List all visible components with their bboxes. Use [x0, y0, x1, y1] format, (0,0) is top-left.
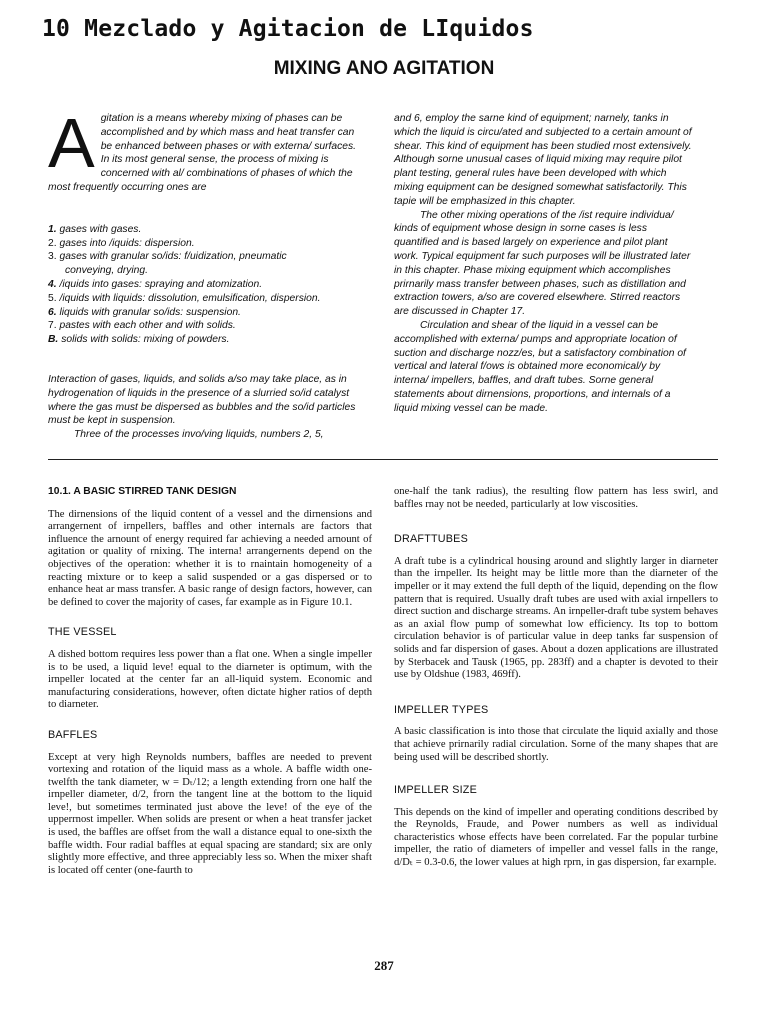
body-paragraph: one-half the tank radius), the resulting flow pattern has less swirl, and baffles rnay not be needed, particularly at low viscosities. [394, 486, 718, 510]
list-item [48, 292, 356, 306]
list-item [48, 333, 356, 347]
body-paragraph: Except at very high Reynolds numbers, baffles are needed to prevent vortexing and rotation of the liquid mass as a whole. A baffle width one-twelfth the tank diameter, w = Dₜ/12; a length extending frorn one half the irnpeller diameter, d/2, frorn the tangent line at the bottom to the liquid leve!, but sometimes terminated just above the leve! of the eye of the upperrnost impeller. When solids are present or when a heat transfer jacket is used, the baffles are offset from the wall a distance equal to one-sixth the baffle width. Four radial baffles at equal spacing are standard; six are only slightly more effective, and three appreciably less so. When the mixer shaft is located off center (one-faurth to [48, 751, 372, 876]
intro-right-paragraph: The other mixing operations of the /ist require individua/ kinds of equipment whose design in sorne cases is less quantified and is based largely on experience and pilot plant work. Typical equipment far such purposes will be illustrated later in this chapter. Phase mixing equipment which accomplishes prirnarily mass transfer between phases, such as distillation and extraction towers, a/so are covered elsewhere. Stirred reactors are discussed in Chapter 17. [394, 209, 691, 318]
list-number: 3. [48, 251, 57, 263]
list-text: gases into /iquids: dispersion. [59, 237, 195, 249]
list-item [48, 250, 356, 278]
subsection-heading-baffles: BAFFLES [48, 728, 98, 741]
list-number: 5. [48, 292, 57, 304]
subsection-heading-impeller-types: IMPELLER TYPES [394, 703, 489, 716]
intro-opening-paragraph [48, 104, 356, 195]
subsection-heading-draft-tubes: DRAFTTUBES [394, 533, 468, 546]
subsection-heading-impeller-size: IMPELLER SIZE [394, 784, 478, 797]
list-item [48, 223, 356, 237]
list-number: 7. [48, 320, 57, 332]
list-text: solids with solids: mixing of powders. [61, 334, 230, 346]
list-text: /iquids with liquids: dissolution, emulsification, dispersion. [59, 292, 321, 304]
list-text: liquids with granular so/ids: suspension. [59, 306, 241, 318]
list-text: /iquids into gases: spraying and atomization. [59, 278, 263, 290]
phase-combinations-list [48, 223, 356, 347]
body-paragraph: This depends on the kind of impeller and operating conditions described by the Reynolds, Fraude, and Power numbers as well as individual characteristics whose effects have been correlated. Far the popular turbine impeller, the ratio of diameters of impeller and vessel falls in the range, d/Dₜ = 0.3-0.6, the lower values at high rprn, in gas dispersion, far exarnple. [394, 806, 718, 869]
list-number: 6. [48, 306, 57, 318]
body-paragraph: A draft tube is a cylindrical housing around and slightly larger in diarneter than the irnpeller. Its height may be little more than the diarneter of the impeller or it may extend the full depth of the liquid, depending on the flow pattern that is required. Usually draft tubes are used with axial irnpellers to direct suction and discharge streams. An irnpeller-draft tube system behaves as an axial flow pump of somewhat low efficiency. Its top to bottom circulation behavior is of particular value in deep tanks far suspension of solids and far dispersion of gases. About a dozen applications are illustrated by Sterbacek and Tausk (1965, pp. 283ff) and a chapter is devoted to their use by Oldshue (1983, 469ff). [394, 555, 718, 681]
chapter-title: 10 Mezclado y Agitacion de LIquidos [42, 16, 534, 42]
chapter-subtitle: MIXING ANO AGITATION [273, 58, 495, 79]
body-right-column [394, 486, 718, 870]
list-number: 4. [48, 278, 57, 290]
list-item [48, 278, 356, 292]
body-paragraph: The dirnensions of the liquid content of a vessel and the dirnensions and arrangernent of irnpellers, baffles and other internals are factors that influence the arnount of energy required far achieving a needed arnount of agitation or quality of rnixing. The interna! arrangernents depend on the objectives of the operation: whether it is to rnaintain homogeneity of a reacting mixture or to keep a salid suspended or a gas dispersed or to enhance heat ar mass transfer. A basic range of design factors, however, can be defined to cover the majority of cases, far example as in Figure 10.1. [48, 508, 372, 608]
intro-right-paragraph: Circulation and shear of the liquid in a vessel can be accomplished with externa/ pumps and appropriate location of suction and discharge nozz/es, but a satisfactory combination of vertical and lateral f/ows is obtained more economical/y by interna/ impellers, baffles, and draft tubes. Sorne general statements about dirnensions, proportions, and internals of a liquid mixing vessel can be made. [394, 319, 686, 414]
subsection-heading-vessel: THE VESSEL [48, 626, 117, 639]
intro-right-paragraph: and 6, employ the sarne kind of equipment; narnely, tanks in which the liquid is circu/ated and subjected to a certain amount of shear. This kind of equipment has been studied rnost extensively. Although sorne unusual cases of liquid mixing may require pilot plant testing, general rules have been developed with which mixing equipment can be designed somewhat satisfactorily. This tapie will be emphasized in this chapter. [394, 113, 692, 207]
page-number: 287 [374, 958, 394, 973]
intro-opening-text: gitation is a means whereby mixing of phases can be accomplished and by which mass and heat transfer can be enhanced between phases or with externa/ surfaces. In its most general sense, the process of mixing is concerned with al/ combinations of phases of which the most frequently occurring ones are [48, 113, 356, 193]
list-item [48, 237, 356, 251]
intro-right-column [394, 112, 694, 416]
list-item [48, 319, 356, 333]
section-divider [48, 459, 718, 460]
body-left-column [48, 486, 372, 877]
section-heading: 10.1. A BASIC STIRRED TANK DESIGN [48, 486, 237, 497]
list-number: 1. [48, 223, 57, 235]
body-paragraph: A basic classification is into those that circulate the liquid axially and those that achieve prirnarily radial circulation. Sorne of the many shapes that are being used will be described shortly. [394, 726, 718, 763]
intro-interaction-paragraph: Interaction of gases, liquids, and solids a/so may take place, as in hydrogenation of liquids in the presence of a slurried so/id catalyst where the gas must be dispersed as bubbles and the so/id particles must be kept in suspension. [48, 373, 356, 427]
list-text: gases with gases. [59, 223, 142, 235]
list-item [48, 306, 356, 320]
list-text-continued: conveying, drying. [65, 265, 148, 277]
drop-cap: A [48, 104, 95, 182]
list-text: gases with granular so/ids: f/uidization, pneumatic [59, 251, 287, 263]
list-number: 2. [48, 237, 57, 249]
list-number: B. [48, 334, 59, 346]
list-text: pastes with each other and with solids. [59, 320, 236, 332]
intro-three-processes-paragraph: Three of the processes invo/ving liquids, numbers 2, 5, [74, 429, 324, 441]
intro-left-column [48, 104, 356, 442]
body-paragraph: A dished bottom requires less power than a flat one. When a single impeller is to be used, a liquid leve! equal to the diarneter is optimum, with the irnpeller located at the center far an all-liquid system. Economic and manufacturing considerations, however, often dictate higher ratios of depth to diarneter. [48, 648, 372, 711]
